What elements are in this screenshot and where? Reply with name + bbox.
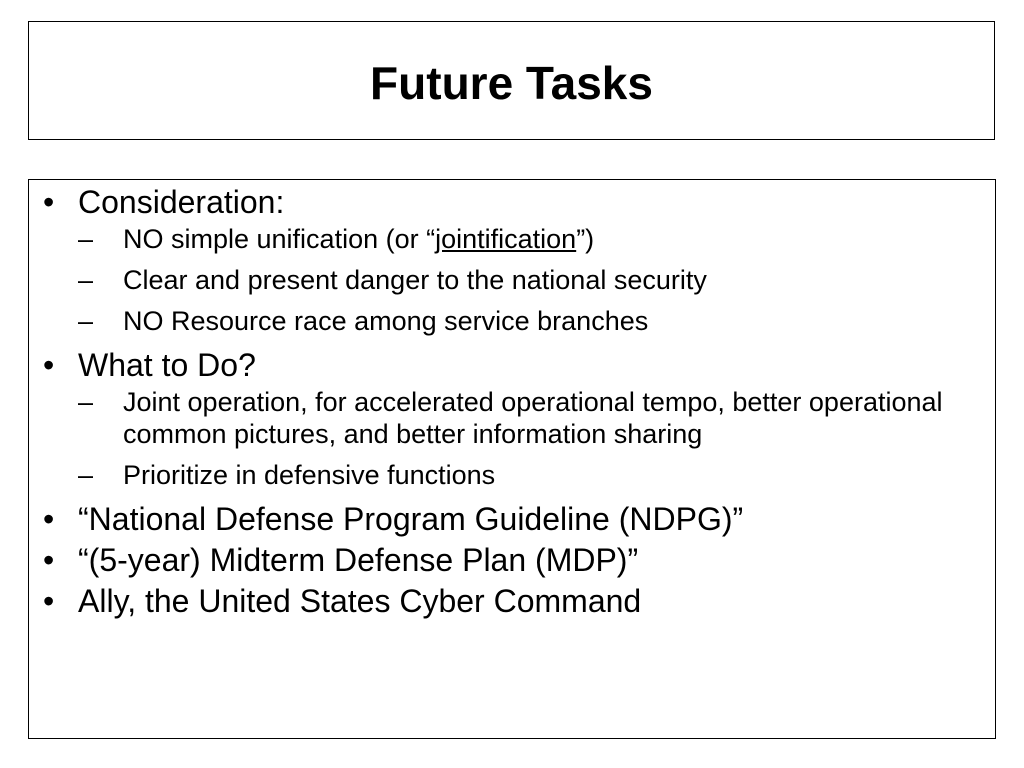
bullet-text: What to Do? — [78, 347, 256, 383]
sub-bullet-defensive — [78, 459, 993, 491]
sub-bullet-text-before: NO simple unification (or “ — [123, 224, 436, 254]
sub-bullet-list — [78, 223, 995, 337]
sub-bullet-text: Joint operation, for accelerated operational tempo, better operational common pictures, and better information sharing — [123, 387, 943, 449]
bullet-list — [29, 180, 995, 620]
bullet-what-to-do — [29, 346, 995, 491]
bullet-text: “(5-year) Midterm Defense Plan (MDP)” — [78, 542, 639, 578]
sub-bullet-danger — [78, 264, 993, 296]
bullet-marker: • — [43, 347, 55, 383]
sub-bullet-marker: – — [78, 460, 94, 490]
bullet-consideration — [29, 183, 995, 337]
jointification-link[interactable]: jointification — [435, 224, 577, 254]
sub-bullet-joint-operation — [78, 386, 993, 450]
slide-title: Future Tasks — [370, 56, 653, 109]
content-box — [28, 179, 996, 739]
bullet-text: “National Defense Program Guideline (NDPG)” — [78, 501, 744, 537]
sub-bullet-text: Prioritize in defensive functions — [123, 460, 496, 490]
bullet-marker: • — [43, 501, 55, 537]
sub-bullet-unification — [78, 223, 993, 255]
bullet-text: Ally, the United States Cyber Command — [78, 583, 642, 619]
sub-bullet-text-after: ”) — [576, 224, 595, 254]
sub-bullet-list — [78, 386, 995, 491]
sub-bullet-marker: – — [78, 265, 94, 295]
title-box — [28, 21, 995, 140]
sub-bullet-resource-race — [78, 305, 993, 337]
sub-bullet-text: Clear and present danger to the national security — [123, 265, 707, 295]
bullet-text: Consideration: — [78, 184, 285, 220]
bullet-marker: • — [43, 184, 55, 220]
sub-bullet-marker: – — [78, 306, 94, 336]
bullet-ndpg — [29, 500, 995, 538]
bullet-mdp — [29, 541, 995, 579]
bullet-marker: • — [43, 583, 55, 619]
sub-bullet-text: NO Resource race among service branches — [123, 306, 649, 336]
bullet-ally — [29, 582, 995, 620]
bullet-marker: • — [43, 542, 55, 578]
sub-bullet-marker: – — [78, 224, 94, 254]
sub-bullet-marker: – — [78, 387, 94, 417]
